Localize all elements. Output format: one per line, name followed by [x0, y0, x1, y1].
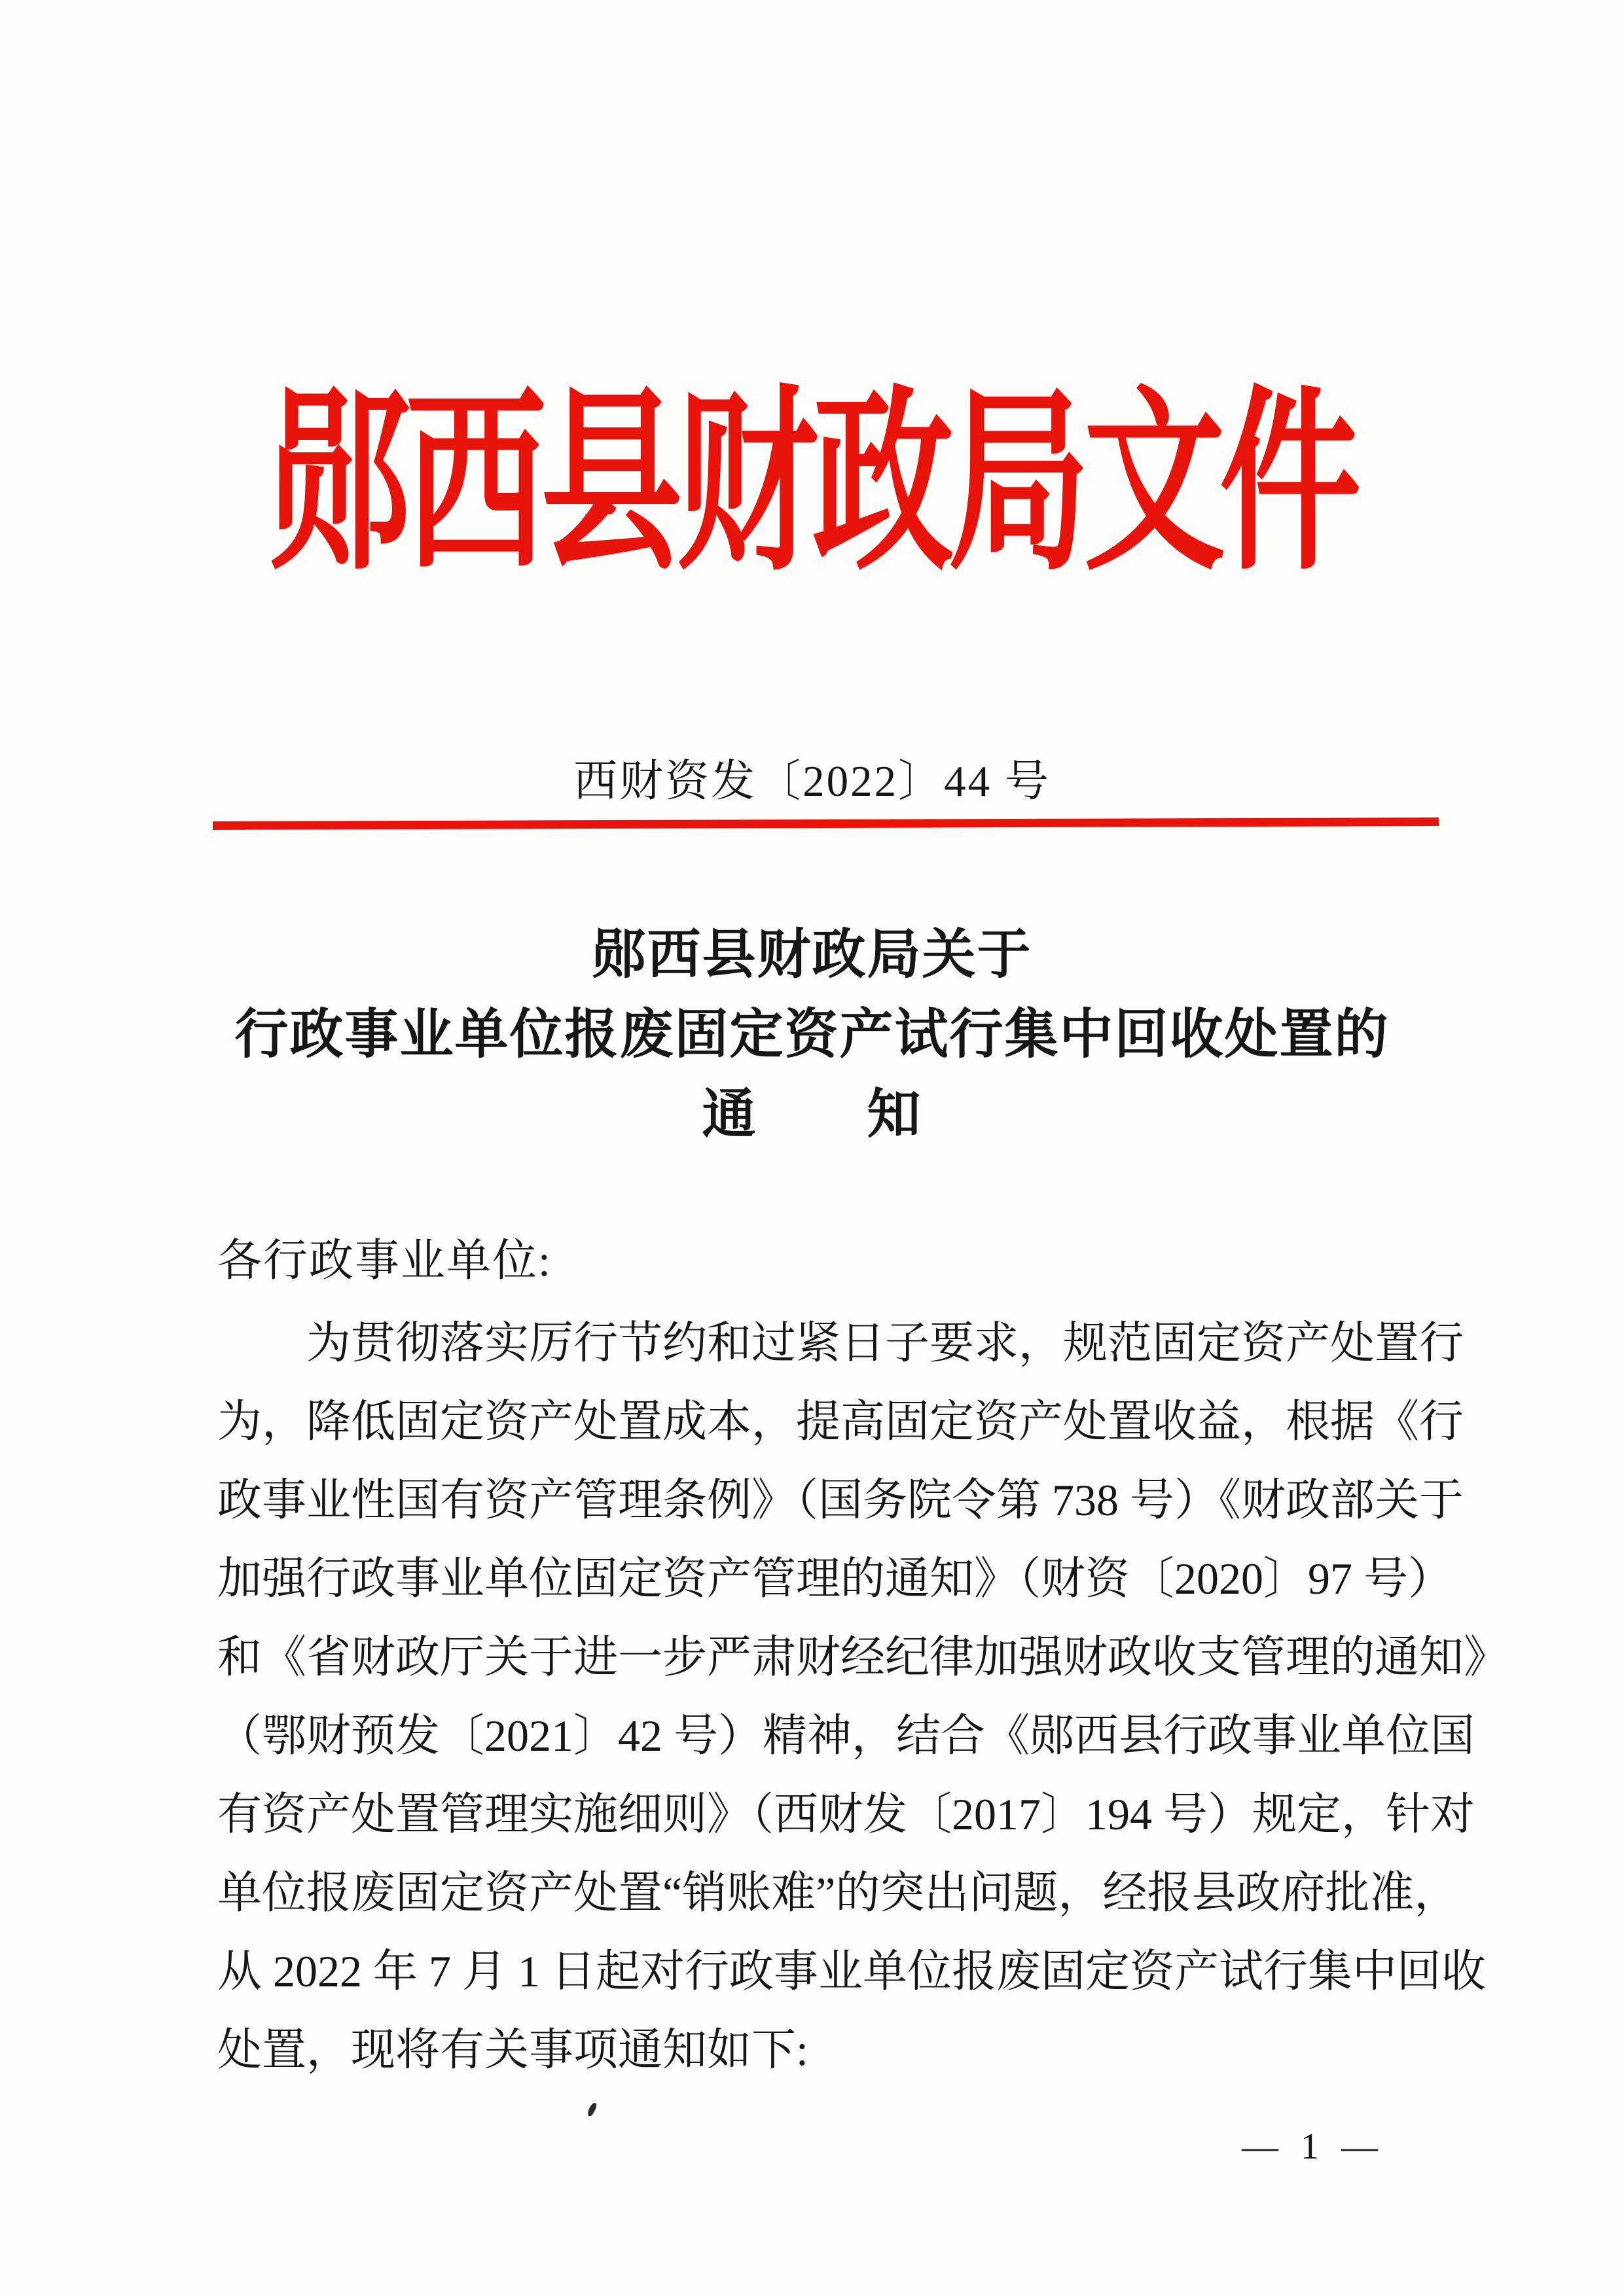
- document-title-line-2: 行政事业单位报废固定资产试行集中回收处置的: [234, 1005, 1390, 1064]
- document-header-title: [0, 376, 1624, 593]
- body-line: 单位报废固定资产处置“销账难”的突出问题，经报县政府批准，: [217, 1868, 1459, 1918]
- red-separator-line: [213, 817, 1439, 830]
- body-line: 从 2022 年 7 月 1 日起对行政事业单位报废固定资产试行集中回收: [217, 1946, 1487, 1996]
- body-line: （鄂财预发〔2021〕42 号）精神，结合《郧西县行政事业单位国: [217, 1711, 1475, 1761]
- body-line: 为贯彻落实厉行节约和过紧日子要求，规范固定资产处置行: [306, 1318, 1464, 1368]
- page-number: — 1 —: [1242, 2126, 1384, 2167]
- document-title-line-3: 通 知: [702, 1084, 922, 1144]
- body-line: 和《省财政厅关于进一步严肃财经纪律加强财政收支管理的通知》: [217, 1632, 1509, 1682]
- document-number: 西财资发〔2022〕44 号: [573, 757, 1051, 806]
- document-title-line-1: 郧西县财政局关于: [592, 925, 1032, 984]
- scan-artifact: [586, 2102, 598, 2117]
- salutation: 各行政事业单位:: [217, 1236, 552, 1285]
- body-line: 政事业性国有资产管理条例》（国务院令第 738 号）《财政部关于: [217, 1475, 1464, 1525]
- org-title-text: 郧西县财政局文件: [269, 376, 1355, 593]
- body-line: 处置，现将有关事项通知如下:: [217, 2025, 808, 2075]
- document-title: [0, 915, 1624, 1155]
- body-line: 为，降低固定资产处置成本，提高固定资产处置收益，根据《行: [217, 1397, 1464, 1446]
- body-paragraph: [217, 1304, 1509, 2089]
- body-line: 有资产处置管理实施细则》（西财发〔2017〕194 号）规定，针对: [217, 1789, 1475, 1839]
- body-line: 加强行政事业单位固定资产管理的通知》（财资〔2020〕97 号）: [217, 1554, 1453, 1604]
